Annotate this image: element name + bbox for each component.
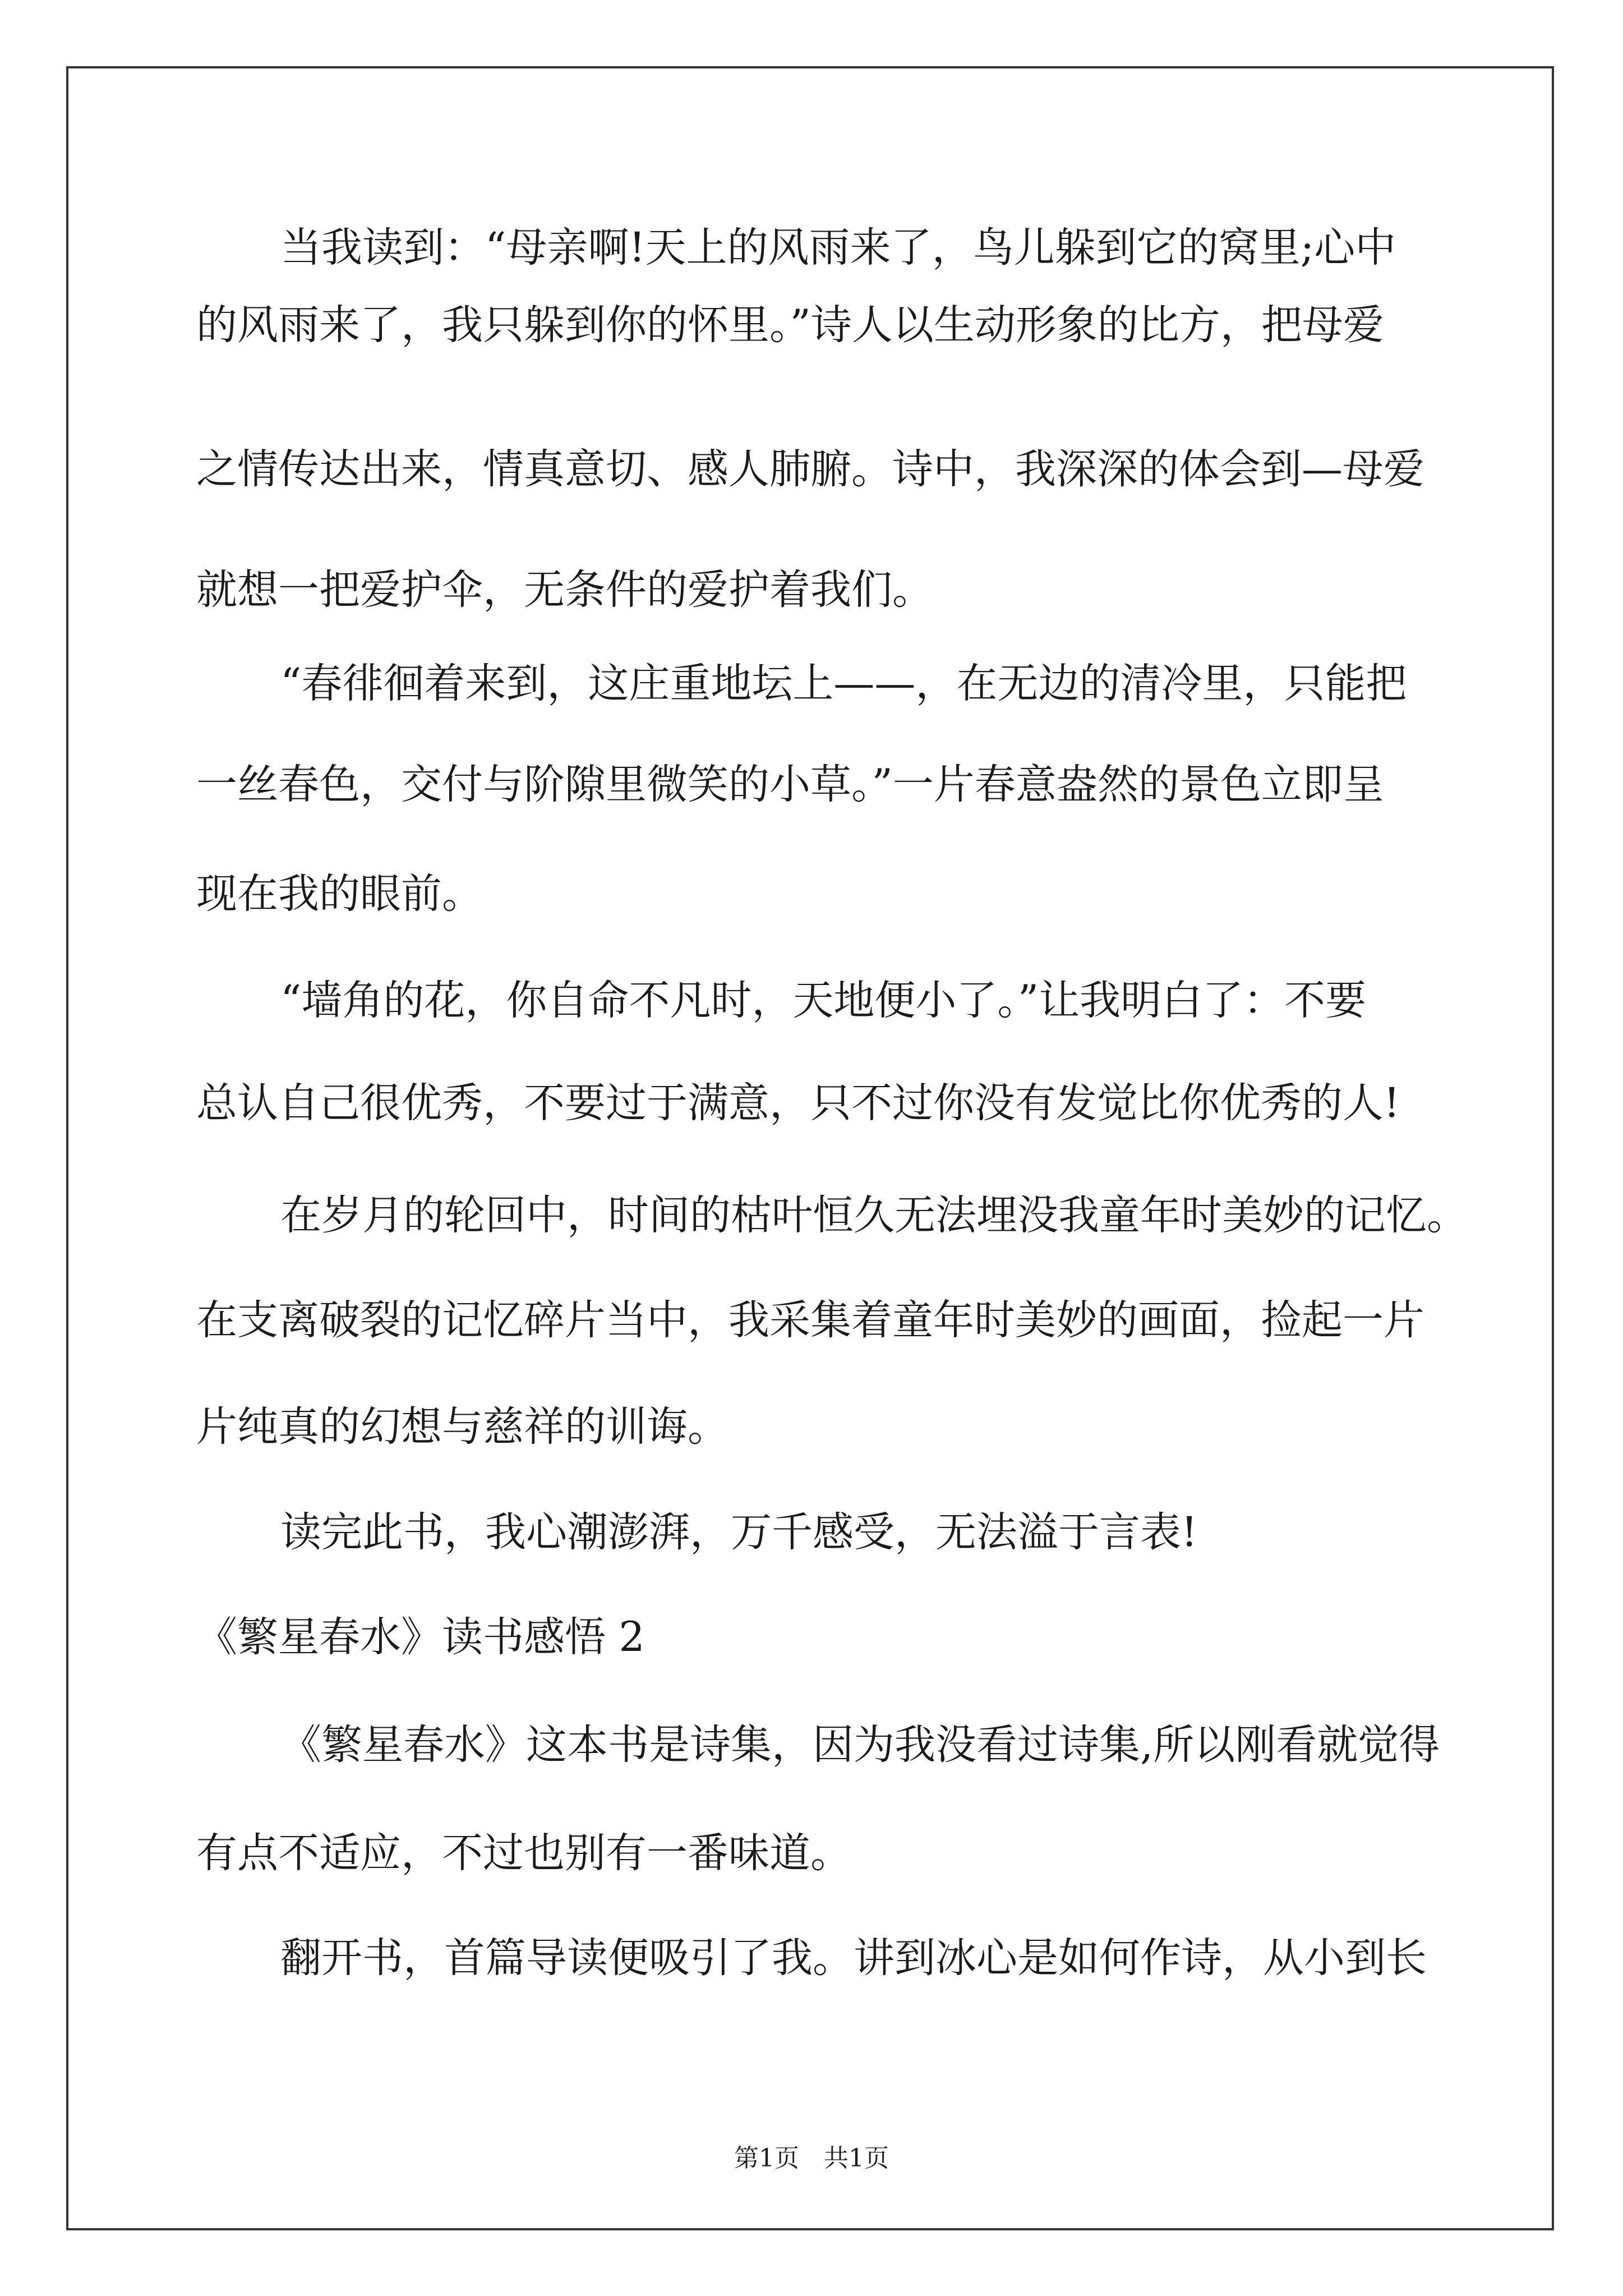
paragraph-line: 的风雨来了，我只躲到你的怀里。”诗人以生动形象的比方，把母爱 xyxy=(196,301,1384,349)
page-border xyxy=(66,66,1554,2230)
paragraph-line: 就想一把爱护伞，无条件的爱护着我们。 xyxy=(196,566,933,614)
paragraph-line: 总认自己很优秀，不要过于满意，只不过你没有发觉比你优秀的人! xyxy=(196,1079,1400,1127)
paragraph-line: 片纯真的幻想与慈祥的训诲。 xyxy=(196,1403,728,1451)
paragraph-line: 《繁星春水》这本书是诗集，因为我没看过诗集,所以刚看就觉得 xyxy=(280,1721,1440,1769)
page-footer: 第1页 共1页 xyxy=(734,2144,889,2173)
paragraph-line: 翻开书，首篇导读便吸引了我。讲到冰心是如何作诗，从小到长 xyxy=(280,1934,1427,1982)
section-heading: 《繁星春水》读书感悟 2 xyxy=(196,1613,645,1661)
paragraph-line: 之情传达出来，情真意切、感人肺腑。诗中，我深深的体会到—母爱 xyxy=(196,445,1424,493)
paragraph-line: 一丝春色，交付与阶隙里微笑的小草。”一片春意盎然的景色立即呈 xyxy=(196,761,1384,808)
paragraph-line: 有点不适应，不过也别有一番味道。 xyxy=(196,1829,851,1877)
paragraph-line: 读完此书，我心潮澎湃，万千感受，无法溢于言表! xyxy=(280,1508,1198,1556)
paragraph-line: “春徘徊着来到，这庄重地坛上——，在无边的清冷里，只能把 xyxy=(280,660,1407,707)
paragraph-line: 当我读到：“母亲啊!天上的风雨来了，鸟儿躲到它的窝里;心中 xyxy=(280,224,1396,272)
paragraph-line: 在支离破裂的记忆碎片当中，我采集着童年时美妙的画面，捡起一片 xyxy=(196,1296,1424,1344)
paragraph-line: “墙角的花，你自命不凡时，天地便小了。”让我明白了：不要 xyxy=(280,977,1367,1024)
paragraph-line: 现在我的眼前。 xyxy=(196,870,483,918)
paragraph-line: 在岁月的轮回中，时间的枯叶恒久无法埋没我童年时美妙的记忆。 xyxy=(280,1191,1468,1239)
